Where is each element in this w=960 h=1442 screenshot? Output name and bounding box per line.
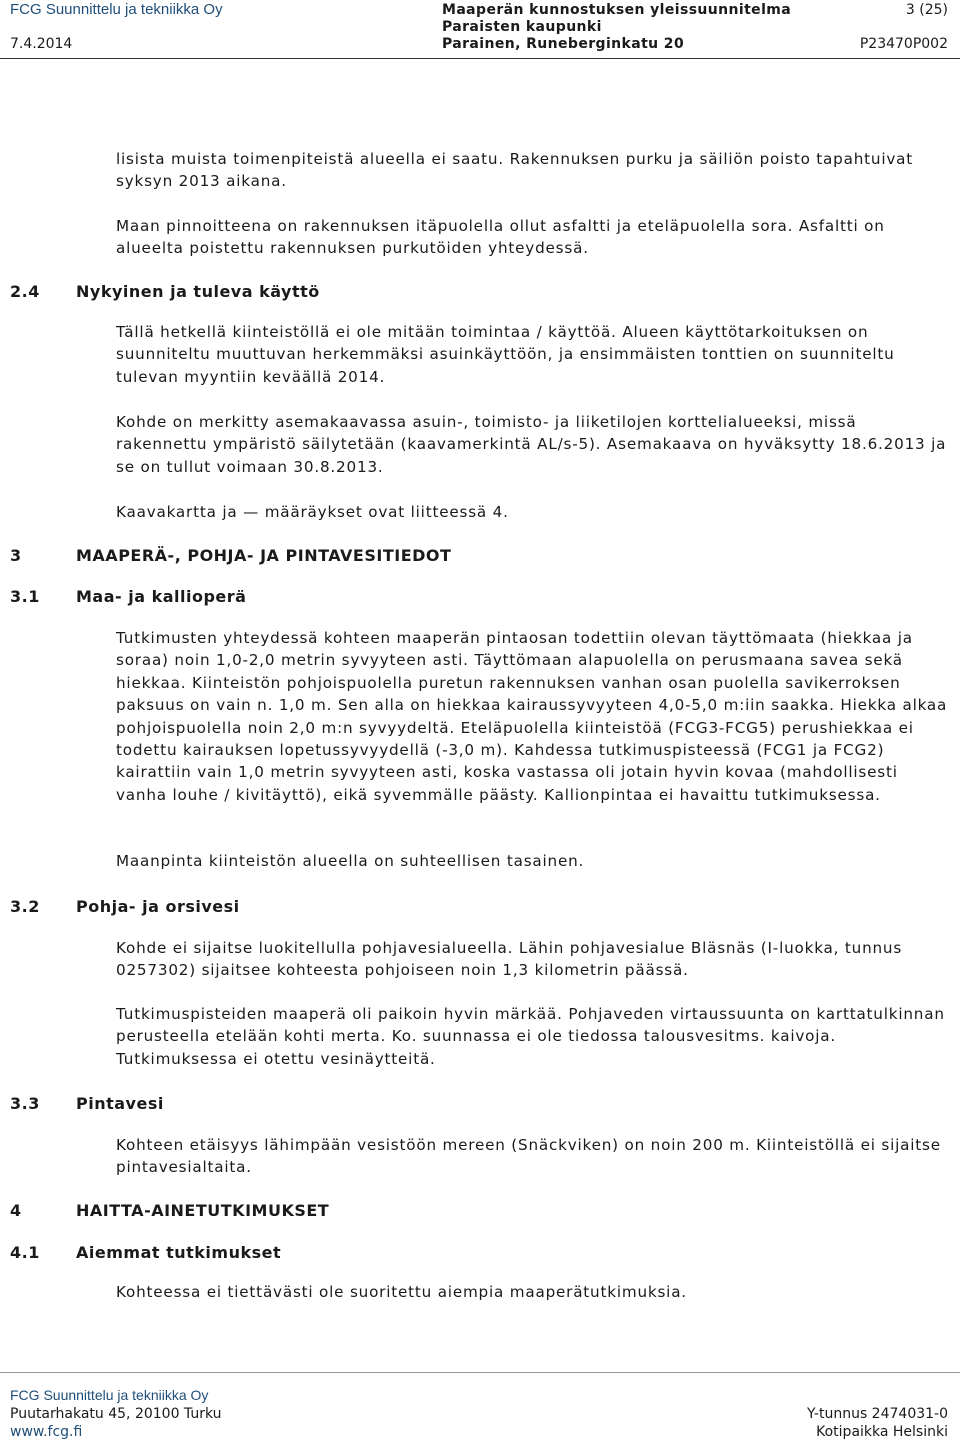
footer-divider — [0, 1372, 960, 1373]
section-number: 3 — [10, 546, 22, 565]
section-number: 3.1 — [10, 587, 40, 606]
section-number: 2.4 — [10, 282, 40, 301]
paragraph-current-use: Tällä hetkellä kiinteistöllä ei ole mitään toimintaa / käyttöä. Alueen käyttötarkoituksen on suunniteltu muuttuvan herkemmäksi asuinkäyttöön, ja ensimmäisten tonttien on suunniteltu tulevan myyntiin keväällä 2014. — [116, 323, 895, 386]
section-title: Maa- ja kallioperä — [76, 587, 247, 606]
section-heading-3 — [10, 545, 451, 567]
footer-company: FCG Suunnittelu ja tekniikka Oy — [10, 1387, 209, 1403]
paragraph-groundwater-area: Kohde ei sijaitse luokitellulla pohjavesialueella. Lähin pohjavesialue Bläsnäs (I-luokka, tunnus 0257302) sijaitsee kohteesta pohjoiseen noin 1,3 kilometrin päässä. — [116, 939, 903, 980]
paragraph-ground-level: Maanpinta kiinteistön alueella on suhteellisen tasainen. — [116, 852, 585, 870]
section-heading-3-3 — [10, 1093, 164, 1115]
footer-domicile: Kotipaikka Helsinki — [816, 1424, 948, 1440]
section-number: 3.2 — [10, 897, 40, 916]
section-heading-4 — [10, 1200, 329, 1222]
section-title: Pohja- ja orsivesi — [76, 897, 240, 916]
header-client: Paraisten kaupunki — [442, 19, 602, 35]
paragraph-demolition: lisista muista toimenpiteistä alueella ei saatu. Rakennuksen purku ja säiliön poisto tapahtuivat syksyn 2013 aikana. — [116, 150, 913, 191]
paragraph-zoning-map: Kaavakartta ja — määräykset ovat liitteessä 4. — [116, 503, 509, 521]
section-heading-3-2 — [10, 896, 240, 918]
section-title: Aiemmat tutkimukset — [76, 1243, 282, 1262]
footer-business-id: Y-tunnus 2474031-0 — [807, 1406, 948, 1422]
paragraph-surface-water: Kohteen etäisyys lähimpään vesistöön mereen (Snäckviken) on noin 200 m. Kiinteistöllä ei sijaitse pintavesialtaita. — [116, 1136, 941, 1177]
footer-address: Puutarhakatu 45, 20100 Turku — [10, 1406, 222, 1422]
section-number: 4 — [10, 1201, 22, 1220]
header-company: FCG Suunnittelu ja tekniikka Oy — [10, 1, 223, 18]
paragraph-groundwater-flow: Tutkimuspisteiden maaperä oli paikoin hyvin märkää. Pohjaveden virtaussuunta on karttatulkinnan perusteella etelään kohti merta. Ko. suunnassa ei ole tiedossa talousvesitms. kaivoja. Tutkimuksessa ei otettu vesinäytteitä. — [116, 1005, 945, 1068]
section-heading-2-4 — [10, 281, 320, 303]
project-code: P23470P002 — [859, 36, 948, 52]
footer-web-link[interactable]: www.fcg.fi — [10, 1424, 83, 1440]
section-number: 3.3 — [10, 1094, 40, 1113]
section-title: Pintavesi — [76, 1094, 164, 1113]
header-doc-title: Maaperän kunnostuksen yleissuunnitelma — [442, 2, 792, 18]
section-number: 4.1 — [10, 1243, 40, 1262]
section-heading-3-1 — [10, 586, 246, 608]
paragraph-zoning: Kohde on merkitty asemakaavassa asuin-, toimisto- ja liiketilojen korttelialueeksi, missä rakennettu ympäristö säilytetään (kaavamerkintä AL/s-5). Asemakaava on hyväksytty 18.6.2013 ja se on tullut voimaan 30.8.2013. — [116, 413, 947, 476]
header-site: Parainen, Runeberginkatu 20 — [442, 36, 685, 52]
section-heading-4-1 — [10, 1242, 281, 1264]
paragraph-surface: Maan pinnoitteena on rakennuksen itäpuolella ollut asfaltti ja eteläpuolella sora. Asfaltti on alueelta poistettu rakennuksen purkutöiden yhteydessä. — [116, 217, 885, 258]
header-date: 7.4.2014 — [10, 36, 73, 52]
page-number: 3 (25) — [905, 2, 948, 18]
header-divider — [0, 58, 960, 59]
section-title: MAAPERÄ-, POHJA- JA PINTAVESITIEDOT — [76, 546, 452, 565]
paragraph-soil: Tutkimusten yhteydessä kohteen maaperän pintaosan todettiin olevan täyttömaata (hiekkaa ja soraa) noin 1,0-2,0 metrin syvyyteen asti. Täyttömaan alapuolella on perusmaana savea sekä hiekkaa. Kiinteistön pohjoispuolella puretun rakennuksen vanhan osan puolella savikerroksen paksuus on vain n. 1,0 m. Sen alla on hiekkaa kairaussyvyyteen 4,0-5,0 m:iin saakka. Hiekka alkaa pohjoispuolella noin 2,0 m:n syvyydeltä. Eteläpuolella kiinteistöä (FCG3-FCG5) perushiekkaa ei todettu kairauksen lopetussyvyydellä (-3,0 m). Kahdessa tutkimuspisteessä (FCG1 ja FCG2) kairattiin vain 1,0 metrin syvyyteen asti, koska vastassa oli jotain hyvin kovaa (mahdollisesti vanha louhe / kivitäyttö), eikä syvemmälle päästy. Kallionpintaa ei havaittu tutkimuksessa. — [116, 629, 948, 804]
section-title: Nykyinen ja tuleva käyttö — [76, 282, 320, 301]
section-title: HAITTA-AINETUTKIMUKSET — [76, 1201, 330, 1220]
paragraph-previous-studies: Kohteessa ei tiettävästi ole suoritettu aiempia maaperätutkimuksia. — [116, 1283, 687, 1301]
